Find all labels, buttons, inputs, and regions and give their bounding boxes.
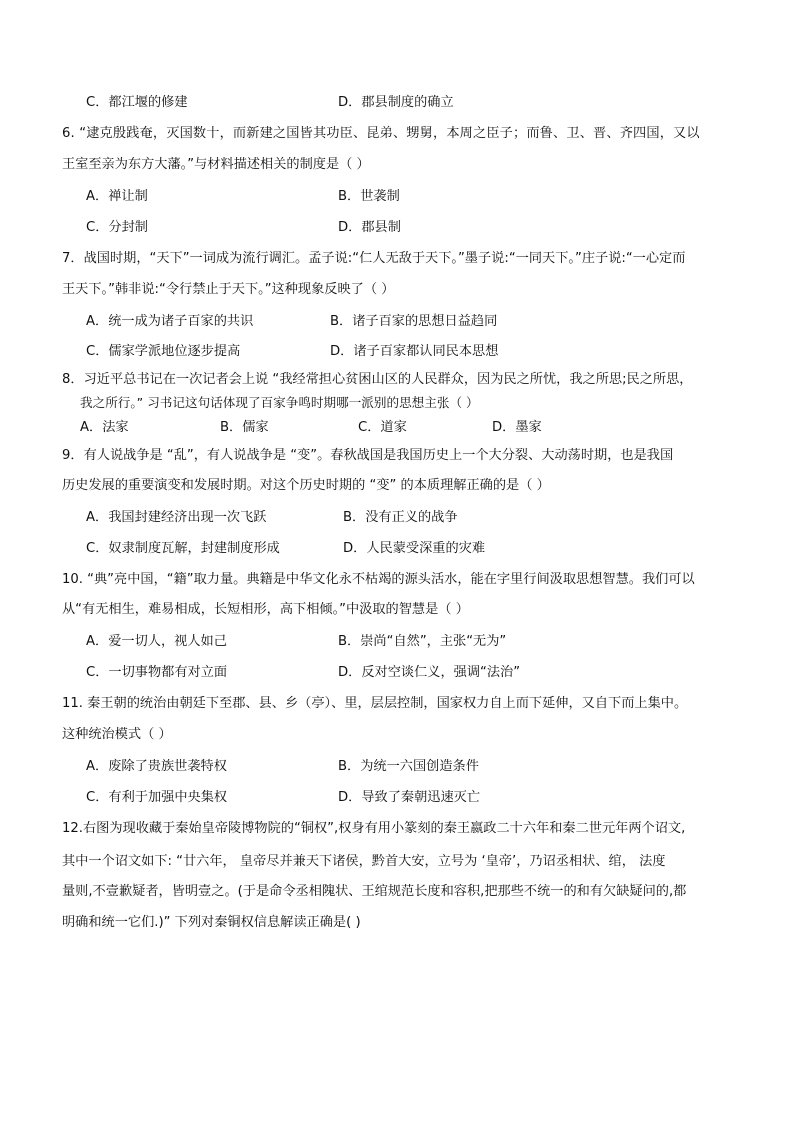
option-b: B．儒家 (220, 420, 269, 435)
option-a: A．统一成为诸子百家的共识 (86, 314, 254, 329)
option-d: D．诸子百家都认同民本思想 (330, 344, 499, 359)
option-d: D．郡县制 (338, 220, 401, 235)
question-text: 量则,不壹歉疑者，皆明壹之。(于是命令丞相隗状、王绾规范长度和容积,把那些不统一的和有欠缺疑问的,都 (62, 884, 687, 899)
option-c: C．儒家学派地位逐步提高 (86, 344, 241, 359)
option-c: C．有利于加强中央集权 (86, 790, 228, 805)
question-text: 6. “逮克殷践奄，灭国数十，而新建之国皆其功臣、昆弟、甥舅，本周之臣子；而鲁、卫、晋、齐四国，又以 (62, 126, 700, 141)
option-c: C．分封制 (86, 220, 148, 235)
option-b: B．世袭制 (338, 189, 400, 204)
question-text: 从“有无相生，难易相成，长短相形，高下相倾。”中汲取的智慧是（ ） (62, 602, 469, 617)
option-a: A．废除了贵族世袭特权 (86, 759, 227, 774)
option-c: C．都江堰的修建 (86, 95, 188, 110)
question-text: 其中一个诏文如下: “廿六年， 皇帝尽并兼天下诸侯，黔首大安，立号为 ‘皇帝’，乃诏丞相状、绾， 法度 (62, 854, 666, 869)
option-d: D．导致了秦朝迅速灭亡 (338, 790, 481, 805)
question-text: 王室至亲为东方大藩。”与材料描述相关的制度是（ ） (62, 157, 370, 172)
option-d: D．反对空谈仁义，强调“法治” (338, 665, 521, 680)
option-b: B．崇尚“自然”，主张“无为” (338, 634, 507, 649)
option-c: C．一切事物都有对立面 (86, 665, 228, 680)
question-text: 我之所行。” 习书记这句话体现了百家争鸣时期哪一派别的思想主张（ ） (80, 395, 479, 410)
question-text: 7．战国时期，“天下”一词成为流行调汇。孟子说:“仁人无敌于天下。”墨子说:“一同天下。”庄子说:“一心定而 (62, 251, 686, 266)
option-b: B．为统一六国创造条件 (338, 759, 479, 774)
question-text: 8．习近平总书记在一次记者会上说 “我经常担心贫困山区的人民群众，因为民之所忧，我之所思;民之所思， (62, 372, 693, 387)
option-c: C．道家 (358, 420, 407, 435)
question-text: 9．有人说战争是 “乱”，有人说战争是 “变”。春秋战国是我国历史上一个大分裂、大动荡时期，也是我国 (62, 448, 674, 463)
option-d: D．墨家 (492, 420, 542, 435)
question-text: 10. “典”亮中国，“籍”取力量。典籍是中华文化永不枯竭的源头活水，能在字里行间汲取思想智慧。我们可以 (62, 572, 695, 587)
option-b: B．没有正义的战争 (343, 510, 458, 525)
option-a: A．法家 (80, 420, 129, 435)
option-c: C．奴隶制度瓦解，封建制度形成 (86, 541, 280, 556)
option-a: A．我国封建经济出现一次飞跃 (86, 510, 267, 525)
question-text: 12.右图为现收藏于秦始皇帝陵博物院的“铜权”,权身有用小篆刻的秦王嬴政二十六年和秦二世元年两个诏文, (62, 821, 686, 836)
option-d: D．人民蒙受深重的灾难 (343, 541, 486, 556)
option-a: A．爱一切人，视人如己 (86, 634, 227, 649)
option-b: B．诸子百家的思想日益趋同 (330, 314, 498, 329)
question-text: 这种统治模式（ ） (62, 727, 172, 742)
question-text: 明确和统一它们.)” 下列对秦铜权信息解读正确是( ) (62, 915, 361, 930)
question-text: 11. 秦王朝的统治由朝廷下至郡、县、乡（亭）、里，层层控制，国家权力自上而下延伸，又自下而上集中。 (62, 696, 688, 711)
option-a: A．禅让制 (86, 189, 148, 204)
question-text: 历史发展的重要演变和发展时期。对这个历史时期的 “变” 的本质理解正确的是（ ） (62, 478, 550, 493)
question-text: 王天下。”韩非说:“令行禁止于天下。”这种现象反映了（ ） (62, 282, 395, 297)
option-d: D．郡县制度的确立 (338, 95, 454, 110)
